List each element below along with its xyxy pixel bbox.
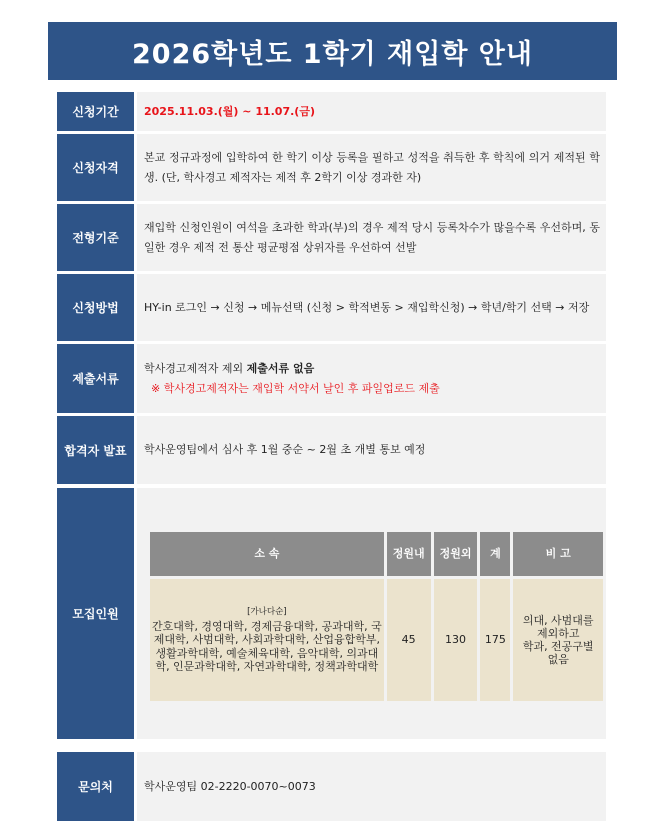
- documents-note: ※ 학사경고제적자는 재입학 서약서 날인 후 파일업로드 제출: [151, 381, 440, 395]
- row-contact: [57, 752, 606, 821]
- remarks-line: 없음: [547, 653, 569, 666]
- label-period: 신청기간: [57, 92, 134, 131]
- row-method: [57, 274, 606, 341]
- recruit-table-header: [150, 532, 603, 576]
- label-announcement: 합격자 발표: [57, 416, 134, 484]
- label-method: 신청방법: [57, 274, 134, 341]
- label-criteria: 전형기준: [57, 204, 134, 271]
- documents-line: [144, 359, 600, 379]
- cell-quota-out: 130: [434, 579, 478, 701]
- content-contact: [137, 752, 606, 821]
- header-total: 계: [480, 532, 510, 576]
- row-eligibility: [57, 134, 606, 201]
- content-method: [137, 274, 606, 341]
- header-affiliation: 소 속: [150, 532, 384, 576]
- remarks-line: 의대, 사범대를: [522, 614, 594, 627]
- method-value: HY-in 로그인 → 신청 → 메뉴선택 (신청 > 학적변동 > 재입학신청) → 학년/학기 선택 → 저장: [144, 300, 590, 314]
- row-recruit: [57, 488, 606, 739]
- affiliation-list: 간호대학, 경영대학, 경제금융대학, 공과대학, 국제대학, 사범대학, 사회과학대학, 산업융합학부, 생활과학대학, 예술체육대학, 음악대학, 의과대학, 인문과학대학, 자연과학대학, 정책과학대학: [151, 619, 382, 674]
- header-quota-in: 정원내: [387, 532, 431, 576]
- page-title-text: 2026학년도 1학기 재입학 안내: [132, 38, 533, 70]
- header-remarks: 비 고: [513, 532, 603, 576]
- documents-prefix: 학사경고제적자 제외: [144, 361, 247, 375]
- contact-value: 학사운영팀 02-2220-0070~0073: [144, 779, 316, 793]
- content-documents: [137, 344, 606, 413]
- eligibility-value: 본교 정규과정에 입학하여 한 학기 이상 등록을 필하고 성적을 취득한 후 학칙에 의거 제적된 학생. (단, 학사경고 제적자는 제적 후 2학기 이상 경과한 자): [144, 150, 600, 184]
- criteria-value: 재입학 신청인원이 여석을 초과한 학과(부)의 경우 제적 당시 등록차수가 많을수록 우선하며, 동일한 경우 제적 전 통산 평균평점 상위자를 우선하여 선발: [144, 220, 600, 254]
- cell-total: 175: [480, 579, 510, 701]
- remarks-line: 학과, 전공구별: [522, 640, 594, 653]
- label-documents: 제출서류: [57, 344, 134, 413]
- content-recruit: [137, 488, 606, 739]
- order-note: [가나다순]: [247, 607, 287, 618]
- content-eligibility: [137, 134, 606, 201]
- header-quota-out: 정원외: [434, 532, 478, 576]
- content-announcement: [137, 416, 606, 484]
- period-value: 2025.11.03.(월) ~ 11.07.(금): [144, 104, 315, 118]
- recruit-table: [147, 529, 606, 704]
- cell-affiliation: [150, 579, 384, 701]
- row-announcement: [57, 416, 606, 484]
- label-recruit: 모집인원: [57, 488, 134, 739]
- label-contact: 문의처: [57, 752, 134, 821]
- row-documents: [57, 344, 606, 413]
- row-criteria: [57, 204, 606, 271]
- table-row: [150, 579, 603, 701]
- label-eligibility: 신청자격: [57, 134, 134, 201]
- page-title: [48, 22, 617, 80]
- documents-none: 제출서류 없음: [246, 361, 315, 375]
- row-period: [57, 92, 606, 131]
- cell-quota-in: 45: [387, 579, 431, 701]
- content-criteria: [137, 204, 606, 271]
- content-period: [137, 92, 606, 131]
- remarks-line: 제외하고: [536, 627, 580, 640]
- announcement-value: 학사운영팀에서 심사 후 1월 중순 ~ 2월 초 개별 통보 예정: [144, 443, 426, 456]
- cell-remarks: [513, 579, 603, 701]
